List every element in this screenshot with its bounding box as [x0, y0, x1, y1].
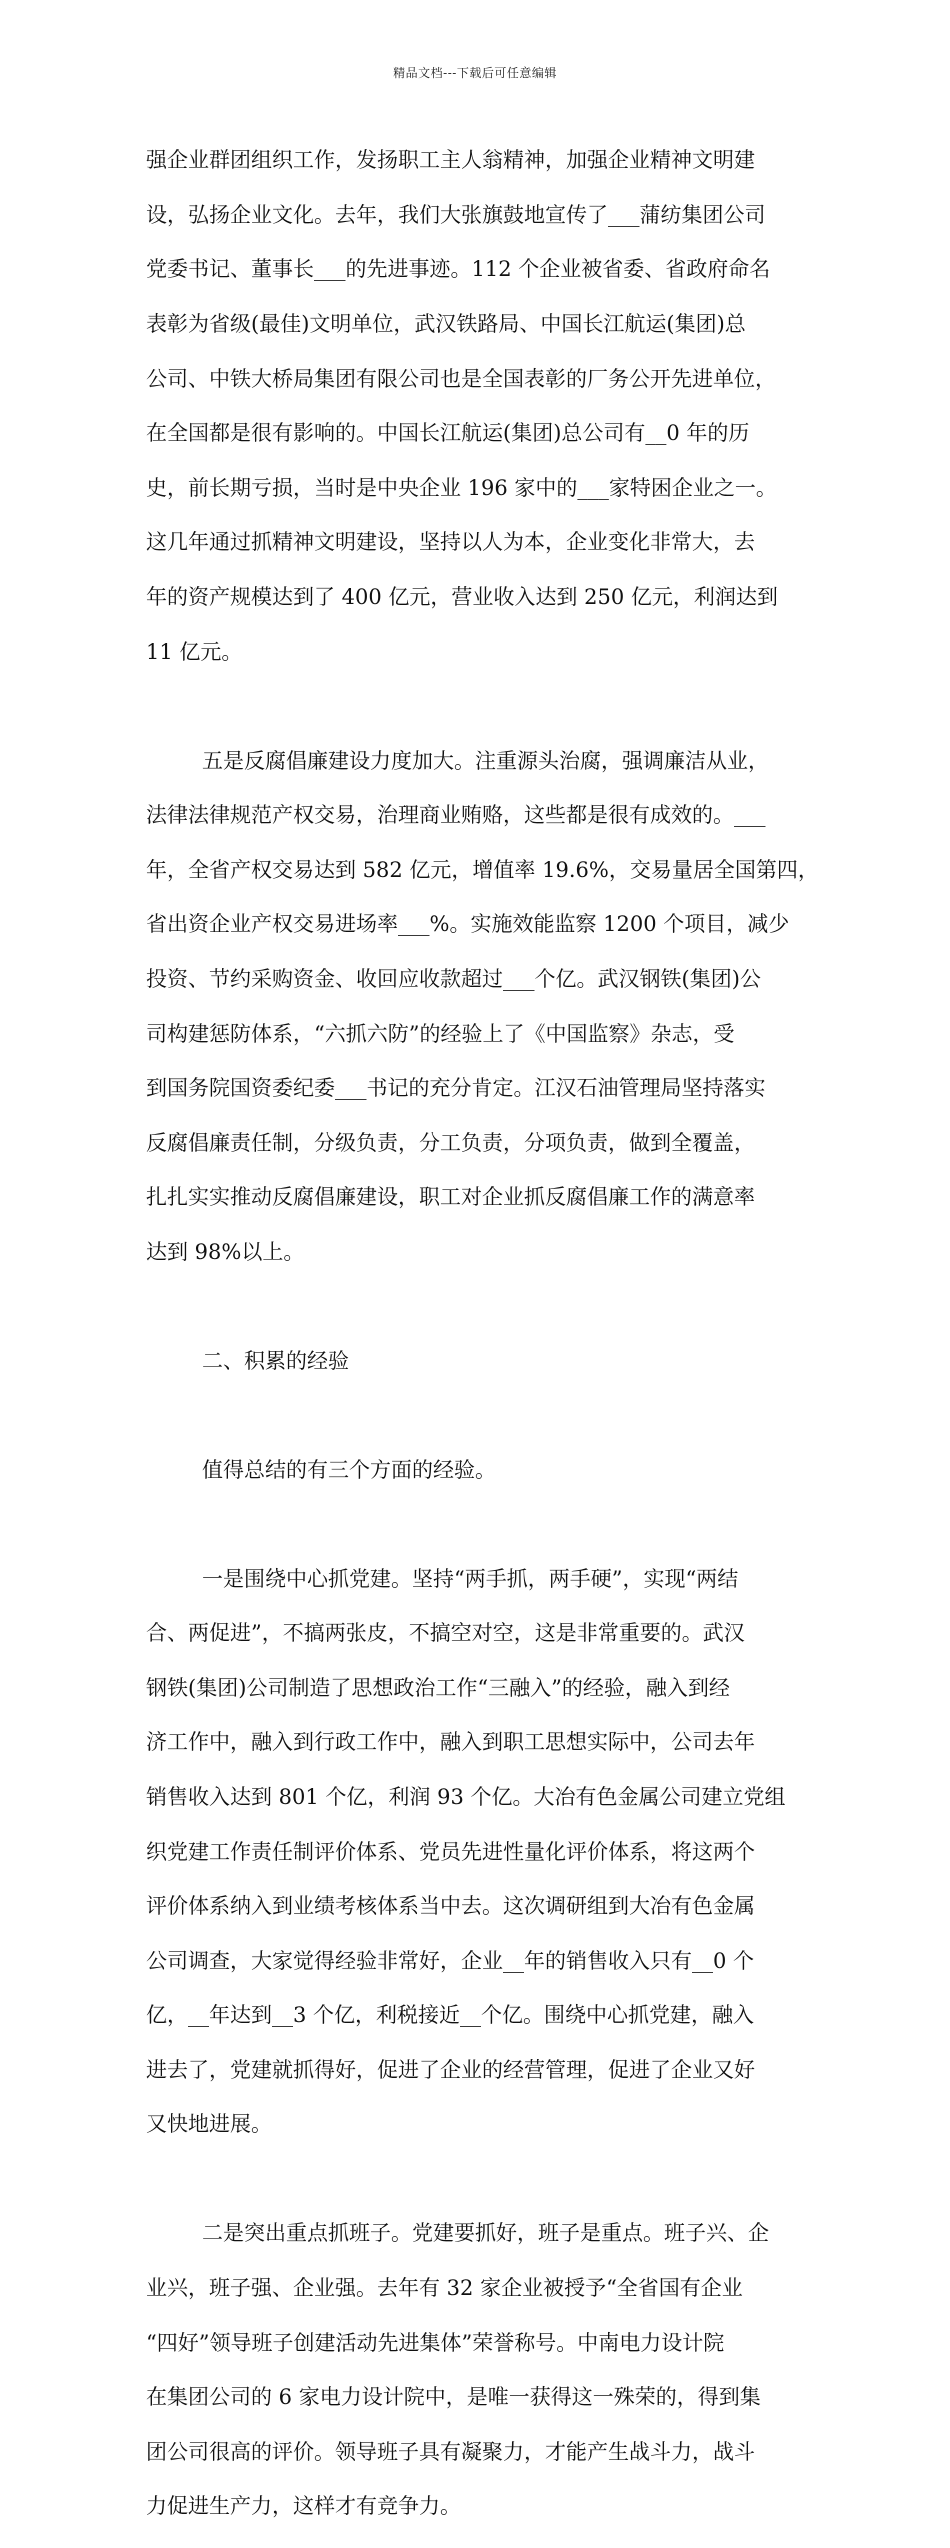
paragraph-intro — [146, 1429, 818, 1511]
text-line: 在集团公司的 6 家电力设计院中，是唯一获得这一殊荣的，得到集 — [146, 2385, 761, 2410]
text-line: 史，前长期亏损，当时是中央企业 196 家中的___家特困企业之一。 — [146, 475, 777, 500]
paragraph-leadership — [146, 2193, 818, 2548]
text-line: 设，弘扬企业文化。去年，我们大张旗鼓地宣传了___蒲纺集团公司 — [146, 202, 766, 227]
text-line: 法律法律规范产权交易，治理商业贿赂，这些都是很有成效的。___ — [146, 803, 766, 828]
text-line: 进去了，党建就抓得好，促进了企业的经营管理，促进了企业又好 — [146, 2057, 755, 2082]
text-line: 达到 98%以上。 — [146, 1239, 305, 1264]
text-line: 11 亿元。 — [146, 639, 243, 664]
text-line: 力促进生产力，这样才有竞争力。 — [146, 2494, 461, 2519]
page-header: 精品文档---下载后可任意编辑 — [393, 66, 557, 80]
text-line: 表彰为省级(最佳)文明单位，武汉铁路局、中国长江航运(集团)总 — [146, 312, 746, 337]
text-line: 销售收入达到 801 个亿，利润 93 个亿。大冶有色金属公司建立党组 — [146, 1784, 786, 1809]
text-line: 五是反腐倡廉建设力度加大。注重源头治腐，强调廉洁从业， — [202, 748, 769, 773]
text-line: 公司、中铁大桥局集团有限公司也是全国表彰的厂务公开先进单位， — [146, 366, 776, 391]
text-line: 在全国都是很有影响的。中国长江航运(集团)总公司有__0 年的历 — [146, 421, 750, 446]
text-line: 亿，__年达到__3 个亿，利税接近__个亿。围绕中心抓党建，融入 — [146, 2003, 755, 2028]
text-line: “四好”领导班子创建活动先进集体”荣誉称号。中南电力设计院 — [146, 2330, 725, 2355]
text-line: 到国务院国资委纪委___书记的充分肯定。江汉石油管理局坚持落实 — [146, 1076, 766, 1101]
text-line: 扎扎实实推动反腐倡廉建设，职工对企业抓反腐倡廉工作的满意率 — [146, 1185, 755, 1210]
text-line: 团公司很高的评价。领导班子具有凝聚力，才能产生战斗力，战斗 — [146, 2439, 755, 2464]
text-line: 投资、节约采购资金、收回应收款超过___个亿。武汉钢铁(集团)公 — [146, 966, 761, 991]
text-line: 司构建惩防体系，“六抓六防”的经验上了《中国监察》杂志，受 — [146, 1021, 735, 1046]
text-line: 一是围绕中心抓党建。坚持“两手抓，两手硬”，实现“两结 — [202, 1566, 739, 1591]
text-line: 济工作中，融入到行政工作中，融入到职工思想实际中，公司去年 — [146, 1730, 755, 1755]
text-line: 这几年通过抓精神文明建设，坚持以人为本，企业变化非常大，去 — [146, 530, 755, 555]
paragraph-anti-corruption — [146, 720, 818, 1293]
document-body — [146, 120, 818, 2548]
text-line: 评价体系纳入到业绩考核体系当中去。这次调研组到大冶有色金属 — [146, 1894, 755, 1919]
text-line: 省出资企业产权交易进场率___%。实施效能监察 1200 个项目，减少 — [146, 912, 790, 937]
text-line: 年的资产规模达到了 400 亿元，营业收入达到 250 亿元，利润达到 — [146, 585, 778, 610]
text-line: 合、两促进”，不搞两张皮，不搞空对空，这是非常重要的。武汉 — [146, 1621, 745, 1646]
text-line: 又快地进展。 — [146, 2112, 272, 2137]
heading-text: 二、积累的经验 — [202, 1348, 349, 1373]
paragraph-civilization — [146, 120, 818, 693]
text-line: 反腐倡廉责任制，分级负责，分工负责，分项负责，做到全覆盖， — [146, 1130, 755, 1155]
text-line: 二是突出重点抓班子。党建要抓好，班子是重点。班子兴、企 — [202, 2221, 769, 2246]
paragraph-party-building — [146, 1538, 818, 2166]
text-line: 钢铁(集团)公司制造了思想政治工作“三融入”的经验，融入到经 — [146, 1675, 730, 1700]
text-line: 年，全省产权交易达到 582 亿元，增值率 19.6%，交易量居全国第四， — [146, 857, 819, 882]
section-heading — [146, 1320, 818, 1402]
text-line: 织党建工作责任制评价体系、党员先进性量化评价体系，将这两个 — [146, 1839, 755, 1864]
text-line: 党委书记、董事长___的先进事迹。112 个企业被省委、省政府命名 — [146, 257, 771, 282]
text-line: 值得总结的有三个方面的经验。 — [202, 1457, 496, 1482]
text-line: 公司调查，大家觉得经验非常好，企业__年的销售收入只有__0 个 — [146, 1948, 755, 1973]
text-line: 强企业群团组织工作，发扬职工主人翁精神，加强企业精神文明建 — [146, 148, 755, 173]
text-line: 业兴，班子强、企业强。去年有 32 家企业被授予“全省国有企业 — [146, 2275, 743, 2300]
